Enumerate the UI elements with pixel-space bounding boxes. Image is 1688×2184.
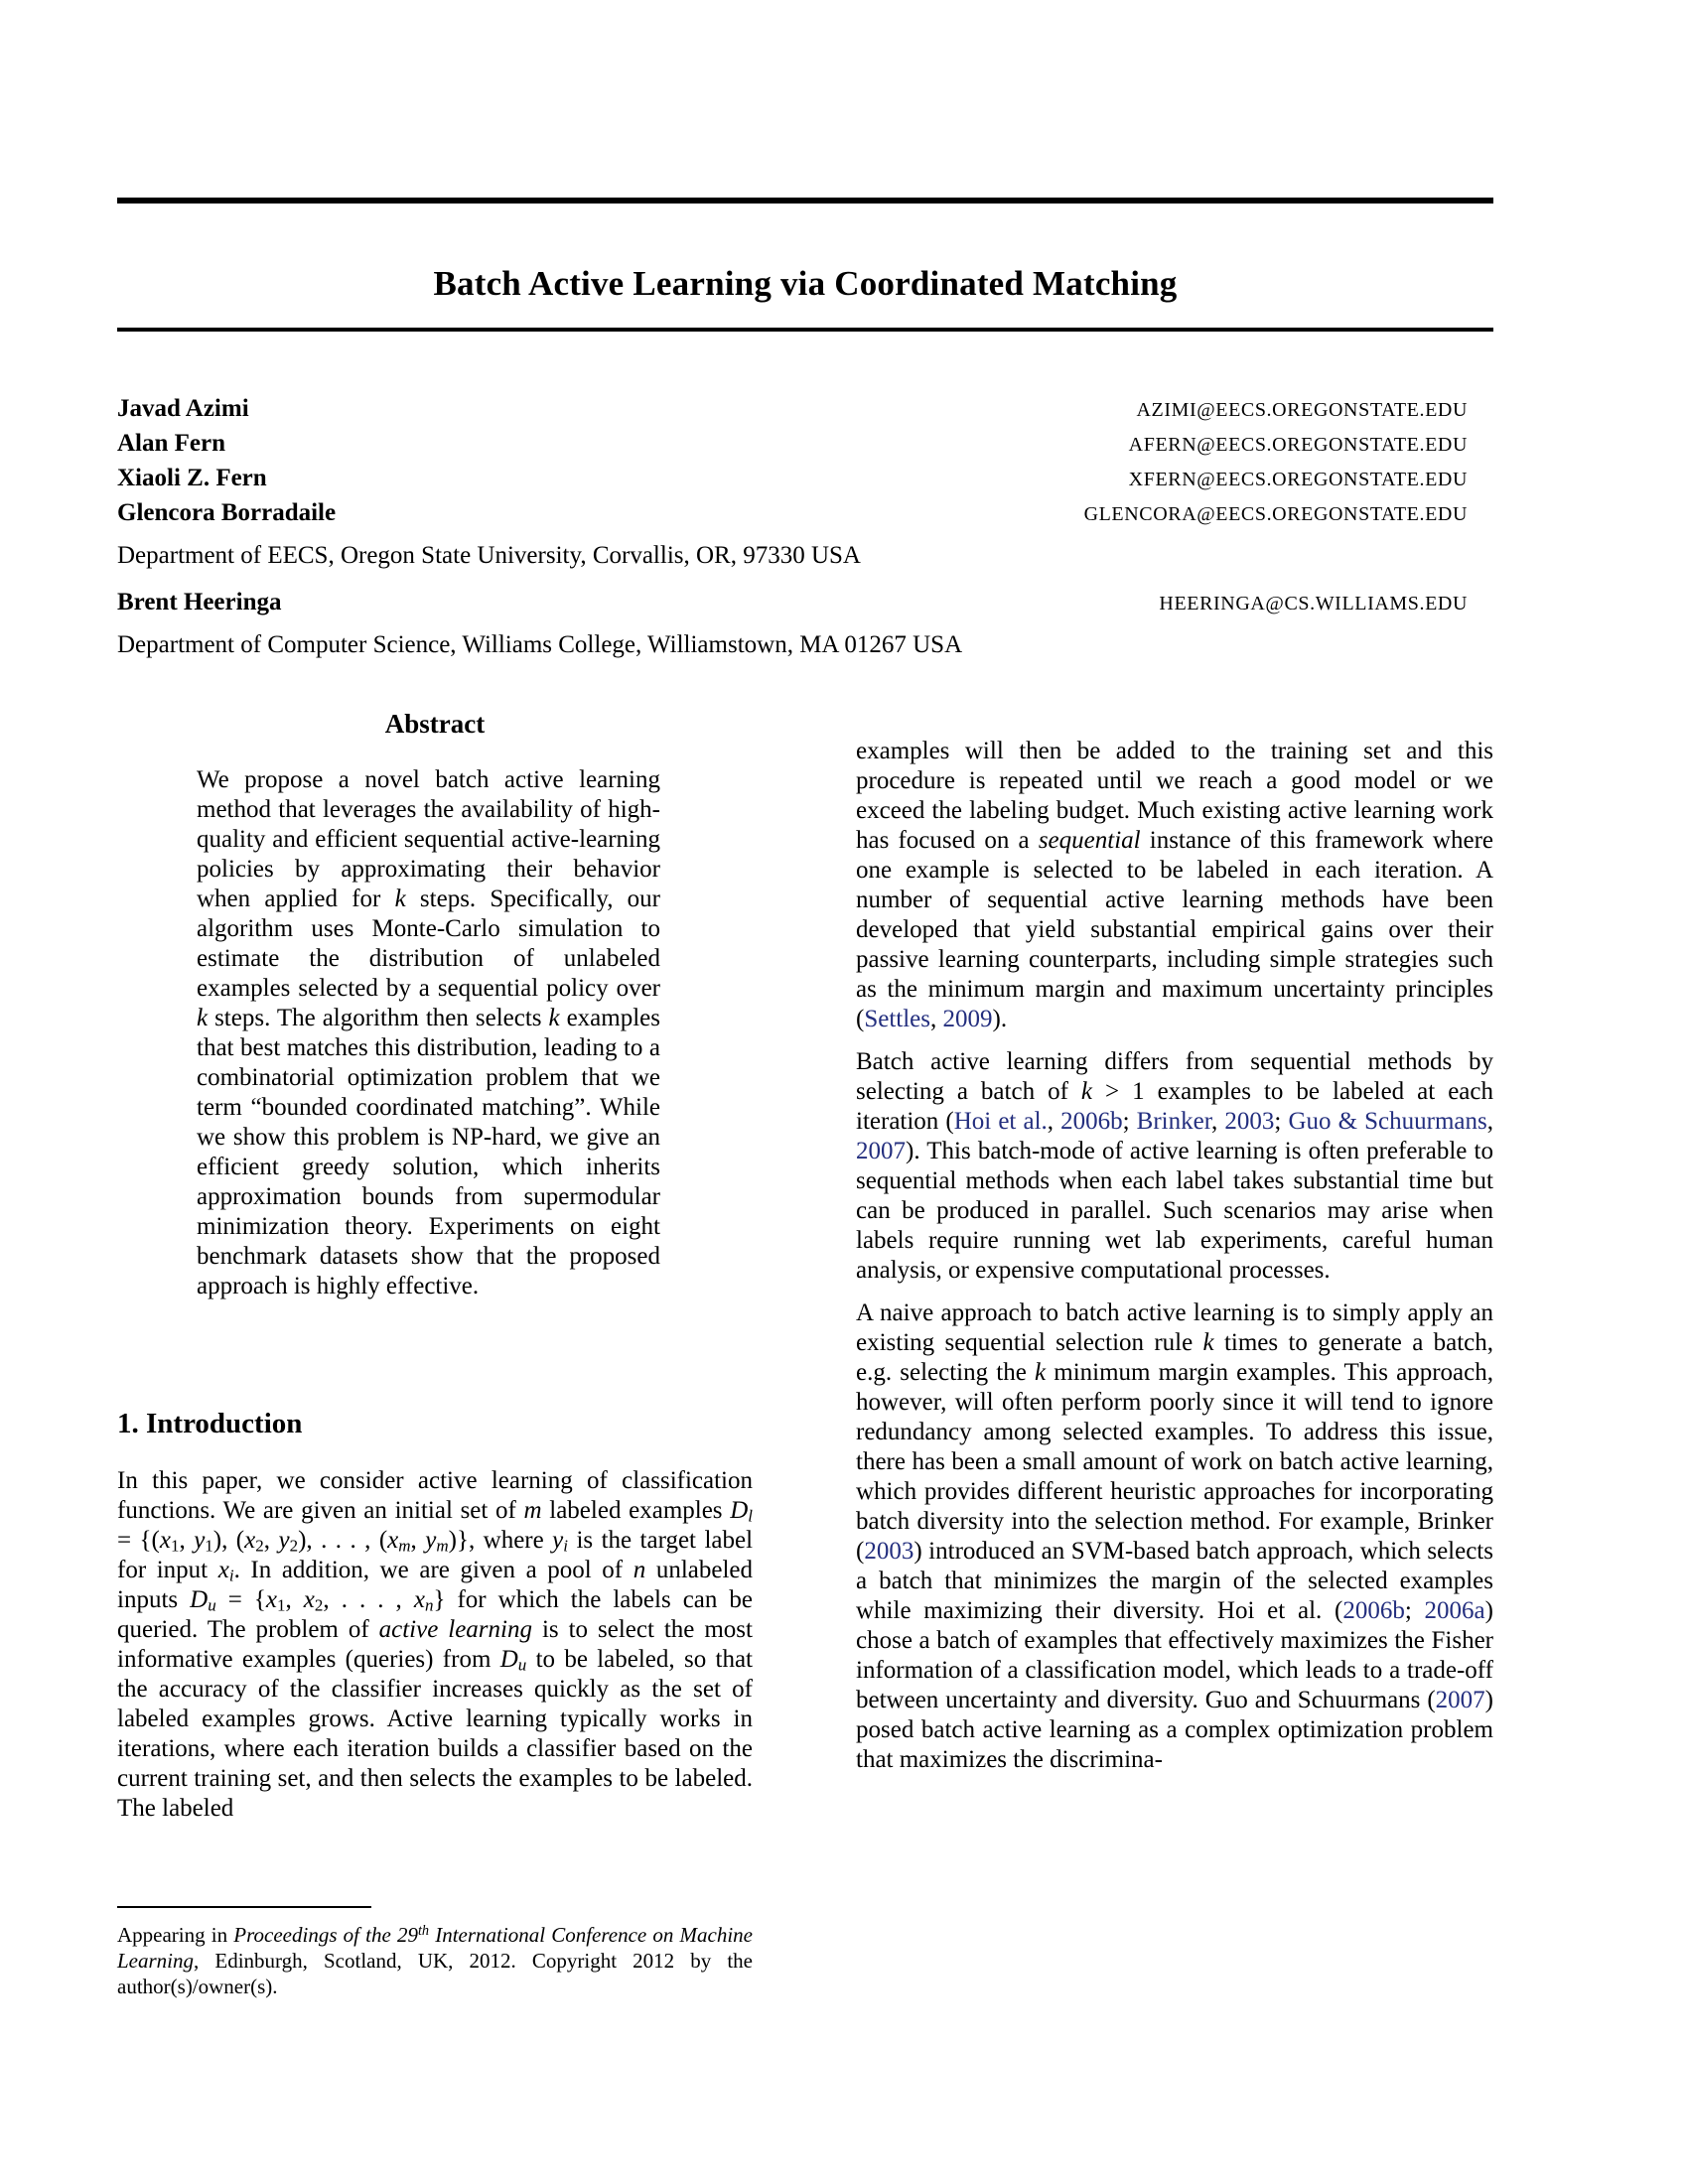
citation-link[interactable]: 2006b: [1342, 1597, 1405, 1624]
title-bottom-rule: [117, 328, 1493, 332]
author-name: Alan Fern: [117, 430, 226, 457]
text-segment: minimum margin examples. This approach, however, will often perform poorly since it will tend to ignore redundancy among selected examples. To address this issue, there has been a small amount of work on batch active learning, which provides different heuristic approaches for incorporating batch diversity into the selection method. For example, Brinker (: [856, 1359, 1494, 1565]
text-segment: Proceedings of the 29: [233, 1923, 418, 1947]
text-segment: ) chose a batch of examples that effectively maximizes the Fisher information of a classification model, which leads to a trade-off between uncertainty and diversity. Guo and Schuurmans (: [856, 1597, 1493, 1713]
text-segment: ).: [992, 1006, 1008, 1032]
text-segment: k: [1202, 1329, 1214, 1356]
text-segment: = {: [215, 1586, 266, 1613]
author-row: [117, 395, 1468, 430]
abstract-heading: Abstract: [384, 709, 486, 739]
text-segment: , . . . ,: [323, 1586, 414, 1613]
text-segment: k: [394, 886, 406, 912]
citation-link[interactable]: Settles: [864, 1006, 930, 1032]
text-segment: We propose a novel batch active learning method that leverages the availability of high-quality and efficient sequential active-learning policies by approximating their behavior when applied for: [197, 766, 660, 912]
text-segment: y: [194, 1527, 206, 1554]
text-segment: active learning: [378, 1616, 532, 1643]
text-segment: Appearing in: [117, 1923, 234, 1947]
author-email: GLENCORA@EECS.OREGONSTATE.EDU: [1083, 503, 1468, 525]
footnote-text: [117, 1922, 753, 1999]
text-segment: labeled examples: [541, 1497, 731, 1524]
text-segment: , Edinburgh, Scotland, UK, 2012. Copyright 2012 by the author(s)/owner(s).: [117, 1949, 753, 1998]
text-segment: l: [748, 1506, 754, 1526]
text-segment: ;: [1122, 1108, 1137, 1135]
author-email: AFERN@EECS.OREGONSTATE.EDU: [1128, 434, 1468, 456]
introduction-paragraph: [117, 1466, 753, 1824]
text-segment: ,: [1486, 1108, 1493, 1135]
text-segment: x: [159, 1527, 171, 1554]
text-segment: m: [398, 1536, 411, 1556]
text-segment: to be labeled, so that the accuracy of the classifier increases quickly as the set of labeled examples grows. Active learning typically works in iterations, where each iteration builds a classifier based on the current training set, and then selects the examples to be labeled. The labeled: [117, 1646, 753, 1822]
citation-link[interactable]: 2006b: [1060, 1108, 1123, 1135]
text-segment: 2: [255, 1536, 264, 1556]
text-segment: ,: [1047, 1108, 1061, 1135]
text-segment: International Conference on Machine Learning: [117, 1923, 753, 1973]
text-segment: m: [523, 1497, 542, 1524]
text-segment: x: [413, 1586, 425, 1613]
footnote-rule: [117, 1906, 371, 1908]
text-segment: ,: [410, 1527, 426, 1554]
right-column: [856, 737, 1493, 1788]
abstract-body: [117, 765, 753, 1301]
author-name: Xiaoli Z. Fern: [117, 465, 267, 491]
text-segment: ,: [285, 1586, 304, 1613]
text-segment: ) introduced an SVM-based batch approach, which selects a batch that minimizes the margin of the selected examples while maximizing their diversity. Hoi et al. (: [856, 1538, 1493, 1624]
text-segment: is to select the most informative examples (queries) from: [117, 1616, 753, 1673]
author-email: HEERINGA@CS.WILLIAMS.EDU: [1159, 593, 1468, 614]
text-segment: A naive approach to batch active learning is to simply apply an existing sequential selection rule: [856, 1299, 1493, 1356]
body-paragraph: [856, 1047, 1493, 1286]
author-row: [117, 465, 1468, 499]
text-segment: ,: [179, 1527, 195, 1554]
text-segment: examples that best matches this distribution, leading to a combinatorial optimization problem that we term “bounded coordinated matching”. While we show this problem is NP-hard, we give an efficient greedy solution, which inherits approximation bounds from supermodular minimization theory. Experiments on eight benchmark datasets show that the proposed approach is highly effective.: [197, 1005, 660, 1299]
text-segment: x: [303, 1586, 315, 1613]
text-segment: x: [244, 1527, 256, 1554]
text-segment: D: [499, 1646, 518, 1673]
text-segment: 1: [277, 1595, 286, 1615]
text-segment: k: [197, 1005, 209, 1031]
text-segment: m: [436, 1536, 449, 1556]
citation-link[interactable]: 2006a: [1424, 1597, 1485, 1624]
text-segment: D: [730, 1497, 749, 1524]
body-paragraph: [856, 1298, 1493, 1775]
affiliation: Department of Computer Science, Williams College, Williamstown, MA 01267 USA: [117, 631, 963, 658]
affiliation: Department of EECS, Oregon State University, Corvallis, OR, 97330 USA: [117, 542, 861, 569]
text-segment: k: [548, 1005, 560, 1031]
citation-link[interactable]: 2009: [942, 1006, 993, 1032]
author-row: [117, 499, 1468, 534]
text-segment: 1: [170, 1536, 180, 1556]
text-segment: examples will then be added to the training set and this procedure is repeated until we reach a good model or we exceed the labeling budget. Much existing active learning work has focused on a: [856, 738, 1493, 854]
paper-title: Batch Active Learning via Coordinated Matching: [433, 264, 1178, 304]
citation-link[interactable]: 2007: [1435, 1687, 1485, 1713]
text-segment: k: [1034, 1359, 1047, 1386]
citation-link[interactable]: 2003: [1224, 1108, 1275, 1135]
author-email: XFERN@EECS.OREGONSTATE.EDU: [1128, 469, 1468, 490]
citation-link[interactable]: Brinker: [1136, 1108, 1212, 1135]
text-segment: steps. Specifically, our algorithm uses Monte-Carlo simulation to estimate the distribution of unlabeled examples selected by a sequential policy over: [197, 886, 660, 1002]
text-segment: ,: [1211, 1108, 1225, 1135]
author-name: Javad Azimi: [117, 395, 249, 422]
text-segment: i: [228, 1566, 234, 1585]
text-segment: 1: [205, 1536, 213, 1556]
text-segment: is the target label for input: [117, 1527, 754, 1583]
text-segment: ;: [1404, 1597, 1425, 1624]
text-segment: n: [633, 1557, 646, 1583]
author-name: Brent Heeringa: [117, 589, 282, 615]
text-segment: unlabeled inputs: [117, 1557, 754, 1613]
text-segment: u: [208, 1595, 216, 1615]
text-segment: . In addition, we are given a pool of: [233, 1557, 633, 1583]
text-segment: th: [417, 1922, 430, 1939]
text-segment: } for which the labels can be queried. The problem of: [117, 1586, 754, 1643]
text-segment: instance of this framework where one example is selected to be labeled in each iteration. A number of sequential active learning methods have been developed that yield substantial empirical gains over their passive learning counterparts, including simple strategies such as the minimum margin and maximum uncertainty principles (: [856, 827, 1493, 1032]
text-segment: D: [190, 1586, 209, 1613]
text-segment: y: [425, 1527, 437, 1554]
citation-link[interactable]: Guo & Schuurmans: [1288, 1108, 1487, 1135]
author-block: [117, 395, 1468, 666]
text-segment: x: [265, 1586, 277, 1613]
text-segment: ;: [1274, 1108, 1289, 1135]
text-segment: 2: [314, 1595, 324, 1615]
citation-link[interactable]: 2003: [864, 1538, 914, 1565]
author-row: [117, 589, 1468, 623]
text-segment: y: [278, 1527, 290, 1554]
text-segment: n: [424, 1595, 434, 1615]
text-segment: > 1 examples to be labeled at each iteration (: [856, 1078, 1493, 1135]
text-segment: ), . . . , (: [298, 1527, 388, 1554]
abstract-section: [117, 709, 753, 1301]
author-name: Glencora Borradaile: [117, 499, 337, 526]
text-segment: ,: [930, 1006, 943, 1032]
text-segment: steps. The algorithm then selects: [208, 1005, 549, 1031]
citation-link[interactable]: 2007: [856, 1138, 906, 1164]
author-email: AZIMI@EECS.OREGONSTATE.EDU: [1136, 399, 1468, 421]
text-segment: y: [552, 1527, 564, 1554]
text-segment: )}, where: [448, 1527, 553, 1554]
text-segment: Batch active learning differs from sequential methods by selecting a batch of: [856, 1048, 1493, 1105]
text-segment: x: [387, 1527, 399, 1554]
text-segment: ). This batch-mode of active learning is often preferable to sequential methods when each label takes substantial time but can be produced in parallel. Such scenarios may arise when labels require running wet lab experiments, careful human analysis, or expensive computational processes.: [856, 1138, 1493, 1284]
top-rule: [117, 198, 1493, 204]
text-segment: i: [563, 1536, 569, 1556]
body-paragraph: [856, 737, 1493, 1034]
text-segment: ,: [263, 1527, 279, 1554]
text-segment: ) posed batch active learning as a complex optimization problem that maximizes the discrimina-: [856, 1687, 1493, 1773]
text-segment: In this paper, we consider active learning of classification functions. We are given an initial set of: [117, 1467, 753, 1524]
citation-link[interactable]: Hoi et al.: [953, 1108, 1048, 1135]
author-row: [117, 430, 1468, 465]
text-segment: 2: [289, 1536, 299, 1556]
text-segment: k: [1080, 1078, 1092, 1105]
text-segment: sequential: [1038, 827, 1141, 854]
text-segment: x: [217, 1557, 229, 1583]
section-heading-introduction: 1. Introduction: [117, 1408, 303, 1439]
text-segment: times to generate a batch, e.g. selecting the: [856, 1329, 1493, 1386]
text-segment: = {(: [117, 1527, 160, 1554]
text-segment: u: [517, 1655, 527, 1675]
text-segment: ), (: [212, 1527, 245, 1554]
